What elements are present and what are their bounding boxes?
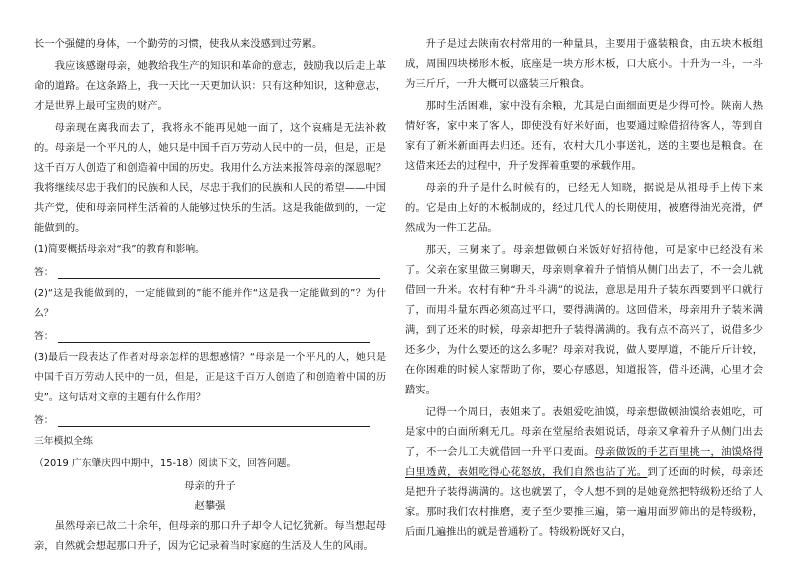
paragraph: 母亲的升子是什么时候有的，已经无人知晓，据说是从祖母手上传下来的。它是由上好的木板制成的，经过几代人的长期使用，被磨得油光亮滑，俨然成为一件工艺品。 [405,182,763,234]
right-column [405,34,763,544]
paragraph: 母亲现在离我而去了，我将永不能再见她一面了，这个哀痛是无法补救的。母亲是一个平凡的人，她只是中国千百万劳动人民中的一员，但是，正是这千百万人创造了和创造着中国的历史。我用什么方法来报答母亲的深恩呢？我将继续尽忠于我们的民族和人民，尽忠于我们的民族和人民的希望——中国共产党，使和母亲同样生活着的人能够过快乐的生活。这是我能做到的，一定能做到的。 [34,122,386,234]
underlined-sentence: 母亲做饭的手艺百里挑一，油馍烙得白里透黄，表姐吃得心花怒放，我们自然也沾了光。 [405,446,763,478]
answer-label: 答： [34,415,54,426]
source-line: （2019 广东肇庆四中期中，15-18）阅读下文，回答问题。 [34,458,297,469]
question-1: (1)简要概括母亲对“我”的教育和影响。 [34,244,205,255]
story-author: 赵攀强 [194,500,226,512]
question-2: (2)“这是我能做到的，一定能做到的”能不能并作“这是我一定能做到的”？为什么？ [34,288,386,319]
paragraph-text: 到了还面的时候，母亲还是把升子装得满满的。这也就罢了，令人想不到的是她竟然把特级粉还给了人家。那时我们农村推磨，麦子至少要推三遍，第一遍用面罗筛出的是特级粉，后面几遍推出的就是普通粉了。特级粉既好又白， [405,466,764,538]
answer-line-1[interactable] [34,262,386,282]
paragraph: 我应该感谢母亲，她教给我生产的知识和革命的意志，鼓励我以后走上革命的道路。在这条路上，我一天比一天更加认识：只有这种知识，这种意志，才是世界上最可宝贵的财产。 [34,60,386,112]
answer-blank[interactable] [58,264,380,279]
answer-line-3[interactable] [34,410,386,430]
answer-label: 答： [34,331,54,342]
section-heading: 三年模拟全练 [34,436,93,447]
left-column [34,34,386,558]
question-3: (3)最后一段表达了作者对母亲怎样的思想感情？“母亲是一个平凡的人，她只是中国千百万劳动人民中的一员，但是，正是这千百万人创造了和创造着中国的历史”。这句话对文章的主题有什么作用？ [34,352,386,403]
paragraph: 升子是过去陕南农村常用的一种量具，主要用于盛装粮食，由五块木板组成，周围四块梯形木板，底座是一块方形木板，口大底小。十升为一斗，一斗为三斤斤，一升大概可以盛装三斤粮食。 [405,38,763,90]
paragraph: 虽然母亲已故二十余年，但母亲的那口升子却令人记忆犹新。每当想起母亲，自然就会想起那口升子，因为它记录着当时家庭的生活及人生的风雨。 [34,520,386,552]
paragraph: 那时生活困难，家中没有余粮，尤其是白面细面更是少得可怜。陕南人热情好客，家中来了客人，即使没有好米好面，也要通过赊借招待客人，等到自家有了新米新面再去归还。还有，农村大几小事送礼，送的主要也是粮食。在这借来还去的过程中，升子发挥着重要的承载作用。 [405,100,763,172]
paragraph: 那天，三舅来了。母亲想做顿白米饭好好招待他，可是家中已经没有米了。父亲在家里做三舅聊天，母亲则拿着升子悄悄从侧门出去了，不一会儿就借回一升米。农村有种“升斗斗满”的说法，意思是用升子装东西要到平口就行了，而用斗量东西必须高过平口，要得满满的。这回借米，母亲用升子装米满满，到了还米的时候，母亲却把升子装得满满的。我有点不高兴了，说借多少还多少，为什么要还的这么多呢？母亲对我说，做人要厚道，不能斤斤计较，在你困难的时候人家帮助了你，要心存感恩，知道报答，借斗还满，心里才会踏实。 [405,244,763,396]
paragraph-text: 记得一个周日，表姐来了。表姐爱吃油馍，母亲想做顿油馍给表姐吃，可是家中的白面所剩无几。母亲在堂屋给表姐说话，母亲又拿着升子从侧门出去了，不一会儿工夫就借回一升平口麦面。 [405,406,763,458]
answer-blank[interactable] [58,328,370,343]
paragraph [405,402,763,542]
story-title: 母亲的升子 [184,480,236,492]
answer-label: 答： [34,267,54,278]
answer-blank[interactable] [58,412,370,427]
paragraph: 长一个强健的身体，一个勤劳的习惯，使我从来没感到过劳累。 [34,38,323,50]
answer-line-2[interactable] [34,326,386,346]
